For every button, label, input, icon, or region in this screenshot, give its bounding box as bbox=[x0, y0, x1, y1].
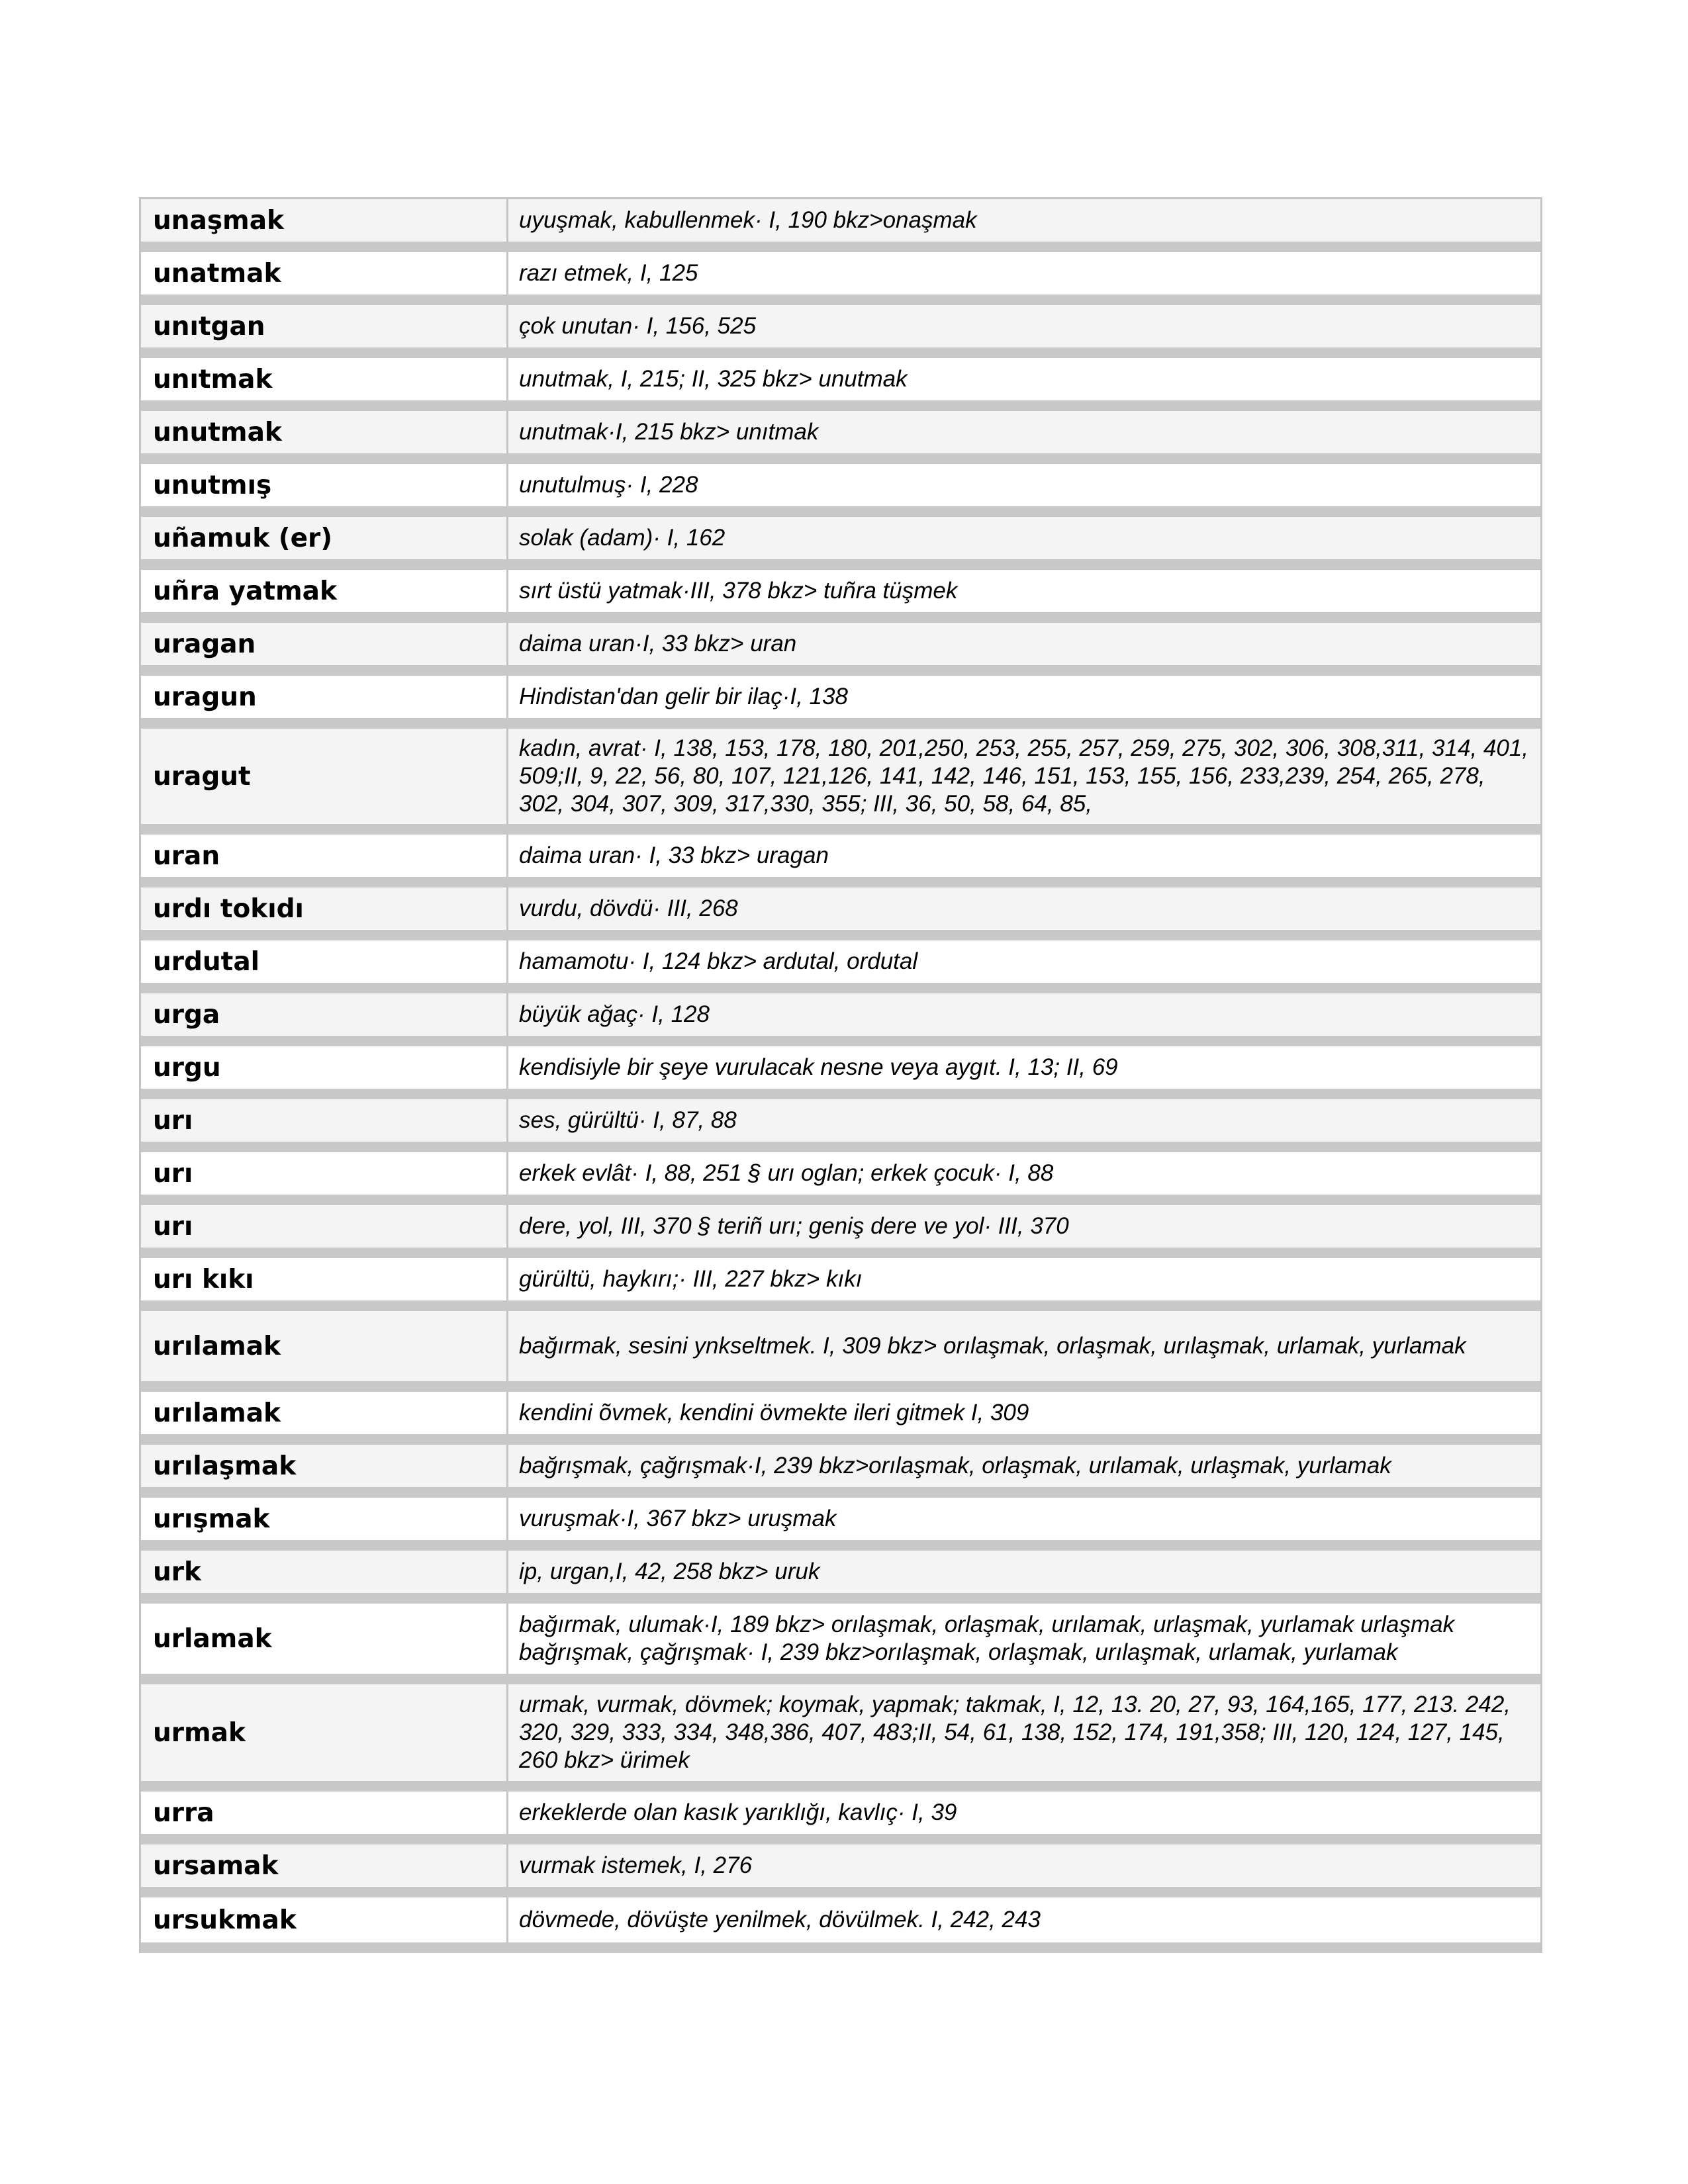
table-row bbox=[141, 1897, 1540, 1953]
entry-definition bbox=[508, 1099, 1540, 1142]
entry-definition bbox=[508, 940, 1540, 983]
entry-term: urı kıkı bbox=[141, 1258, 508, 1300]
entry-definition bbox=[508, 517, 1540, 559]
table-row bbox=[141, 305, 1540, 358]
table-row bbox=[141, 729, 1540, 835]
table-row bbox=[141, 676, 1540, 729]
entry-term: unutmış bbox=[141, 464, 508, 506]
table-row bbox=[141, 517, 1540, 570]
entry-definition bbox=[508, 1311, 1540, 1381]
entry-definition bbox=[508, 1046, 1540, 1089]
entry-definition bbox=[508, 623, 1540, 665]
entry-definition bbox=[508, 1258, 1540, 1300]
entry-definition-text: dövmede, dövüşte yenilmek, dövülmek. I, 242, 243 bbox=[519, 1907, 1041, 1933]
entry-definition bbox=[508, 1792, 1540, 1834]
entry-definition-text: sırt üstü yatmak·III, 378 bkz> tuñra tüşmek bbox=[519, 578, 958, 604]
table-row bbox=[141, 1311, 1540, 1392]
entry-definition-text: Hindistan'dan gelir bir ilaç·I, 138 bbox=[519, 684, 848, 709]
entry-term: uñamuk (er) bbox=[141, 517, 508, 559]
entry-term: unıtgan bbox=[141, 305, 508, 347]
entry-term: uñra yatmak bbox=[141, 570, 508, 612]
table-row bbox=[141, 940, 1540, 993]
entry-definition-text: bağırmak, ulumak·I, 189 bkz> orılaşmak, orlaşmak, urılamak, urlaşmak, yurlamak urlaşmak bağrışmak, çağrışmak· I, 239 bkz>orılaşmak, orlaşmak, urılaşmak, urlamak, yurlamak bbox=[519, 1612, 1455, 1665]
entry-definition-text: büyük ağaç· I, 128 bbox=[519, 1001, 710, 1027]
table-row bbox=[141, 1205, 1540, 1258]
entry-definition-text: unutmak·I, 215 bkz> unıtmak bbox=[519, 419, 819, 445]
table-row bbox=[141, 1392, 1540, 1445]
entry-definition-text: vuruşmak·I, 367 bkz> uruşmak bbox=[519, 1506, 837, 1531]
table-row bbox=[141, 570, 1540, 623]
table-row bbox=[141, 1551, 1540, 1604]
entry-term: urra bbox=[141, 1792, 508, 1834]
entry-definition-text: hamamotu· I, 124 bkz> ardutal, ordutal bbox=[519, 948, 918, 974]
entry-definition bbox=[508, 1844, 1540, 1887]
entry-definition-text: vurdu, dövdü· III, 268 bbox=[519, 895, 738, 921]
entry-term: urk bbox=[141, 1551, 508, 1593]
entry-term: urdutal bbox=[141, 940, 508, 983]
entry-term: unutmak bbox=[141, 411, 508, 453]
entry-definition-text: daima uran· I, 33 bkz> uragan bbox=[519, 842, 829, 868]
entry-definition-text: erkeklerde olan kasık yarıklığı, kavlıç· I, 39 bbox=[519, 1799, 957, 1825]
entry-definition-text: vurmak istemek, I, 276 bbox=[519, 1852, 753, 1878]
entry-term: urı bbox=[141, 1205, 508, 1248]
entry-definition-text: kadın, avrat· I, 138, 153, 178, 180, 201,250, 253, 255, 257, 259, 275, 302, 306, 308,311, 314, 401, 509;II, 9, 22, 56, 80, 107, 121,126, 141, 142, 146, 151, 153, 155, 156, 233,239, 254, 265, 278, 302, 304, 307, 309, 317,330, 355; III, 36, 50, 58, 64, 85, bbox=[519, 735, 1529, 817]
entry-definition-text: urmak, vurmak, dövmek; koymak, yapmak; takmak, I, 12, 13. 20, 27, 93, 164,165, 177, 213. 242, 320, 329, 333, 334, 348,386, 407, 483;II, 54, 61, 138, 152, 174, 191,358; III, 120, 124, 127, 145, 260 bkz> ürimek bbox=[519, 1692, 1511, 1773]
entry-term: unatmak bbox=[141, 252, 508, 295]
entry-definition bbox=[508, 305, 1540, 347]
entry-definition bbox=[508, 1604, 1540, 1674]
table-row bbox=[141, 1792, 1540, 1844]
entry-term: urı bbox=[141, 1152, 508, 1195]
entry-term: urdı tokıdı bbox=[141, 887, 508, 930]
entry-definition bbox=[508, 1684, 1540, 1781]
entry-definition bbox=[508, 411, 1540, 453]
entry-term: urlamak bbox=[141, 1604, 508, 1674]
entry-definition-text: razı etmek, I, 125 bbox=[519, 260, 698, 286]
table-row bbox=[141, 835, 1540, 887]
entry-term: uragut bbox=[141, 729, 508, 824]
entry-definition bbox=[508, 993, 1540, 1036]
entry-definition bbox=[508, 835, 1540, 877]
table-row bbox=[141, 1046, 1540, 1099]
table-row bbox=[141, 623, 1540, 676]
entry-term: urga bbox=[141, 993, 508, 1036]
entry-term: ursukmak bbox=[141, 1897, 508, 1942]
entry-definition bbox=[508, 1392, 1540, 1434]
table-row bbox=[141, 1604, 1540, 1684]
entry-definition bbox=[508, 1551, 1540, 1593]
table-row bbox=[141, 358, 1540, 411]
entry-term: urı bbox=[141, 1099, 508, 1142]
entry-definition bbox=[508, 199, 1540, 242]
table-row bbox=[141, 464, 1540, 517]
entry-term: ursamak bbox=[141, 1844, 508, 1887]
table-row bbox=[141, 1152, 1540, 1205]
entry-definition bbox=[508, 358, 1540, 400]
entry-definition bbox=[508, 252, 1540, 295]
entry-term: uragun bbox=[141, 676, 508, 718]
entry-definition bbox=[508, 464, 1540, 506]
entry-definition-text: gürültü, haykırı;· III, 227 bkz> kıkı bbox=[519, 1266, 863, 1292]
entry-definition bbox=[508, 1498, 1540, 1540]
table-row bbox=[141, 1844, 1540, 1897]
entry-definition bbox=[508, 1205, 1540, 1248]
entry-definition bbox=[508, 1897, 1540, 1942]
entry-term: unıtmak bbox=[141, 358, 508, 400]
entry-definition-text: uyuşmak, kabullenmek· I, 190 bkz>onaşmak bbox=[519, 207, 977, 233]
entry-definition-text: kendisiyle bir şeye vurulacak nesne veya aygıt. I, 13; II, 69 bbox=[519, 1054, 1118, 1080]
entry-definition-text: bağırmak, sesini ynkseltmek. I, 309 bkz> orılaşmak, orlaşmak, urılaşmak, urlamak, yurlamak bbox=[519, 1333, 1466, 1359]
entry-term: uragan bbox=[141, 623, 508, 665]
table-row bbox=[141, 1099, 1540, 1152]
entry-definition-text: unutulmuş· I, 228 bbox=[519, 472, 698, 498]
entry-term: urılaşmak bbox=[141, 1445, 508, 1487]
table-row bbox=[141, 252, 1540, 305]
table-row bbox=[141, 887, 1540, 940]
table-row bbox=[141, 1445, 1540, 1498]
entry-term: urılamak bbox=[141, 1311, 508, 1381]
entry-term: uran bbox=[141, 835, 508, 877]
entry-definition bbox=[508, 1152, 1540, 1195]
entry-definition-text: ses, gürültü· I, 87, 88 bbox=[519, 1107, 737, 1133]
entry-definition-text: erkek evlât· I, 88, 251 § urı oglan; erkek çocuk· I, 88 bbox=[519, 1160, 1054, 1186]
entry-definition bbox=[508, 1445, 1540, 1487]
entry-definition bbox=[508, 729, 1540, 824]
entry-definition-text: ip, urgan,I, 42, 258 bkz> uruk bbox=[519, 1559, 820, 1584]
table-row bbox=[141, 1498, 1540, 1551]
table-row bbox=[141, 411, 1540, 464]
entry-definition-text: çok unutan· I, 156, 525 bbox=[519, 313, 757, 339]
entry-definition-text: unutmak, I, 215; II, 325 bkz> unutmak bbox=[519, 366, 908, 392]
entry-term: urışmak bbox=[141, 1498, 508, 1540]
table-row bbox=[141, 1684, 1540, 1792]
entry-term: urılamak bbox=[141, 1392, 508, 1434]
entry-term: unaşmak bbox=[141, 199, 508, 242]
entry-definition-text: daima uran·I, 33 bkz> uran bbox=[519, 631, 797, 657]
dictionary-table bbox=[139, 197, 1542, 1953]
entry-definition bbox=[508, 570, 1540, 612]
entry-definition bbox=[508, 676, 1540, 718]
table-row bbox=[141, 199, 1540, 252]
entry-definition-text: dere, yol, III, 370 § teriñ urı; geniş dere ve yol· III, 370 bbox=[519, 1213, 1069, 1239]
entry-definition-text: bağrışmak, çağrışmak·I, 239 bkz>orılaşmak, orlaşmak, urılamak, urlaşmak, yurlamak bbox=[519, 1453, 1391, 1479]
entry-definition bbox=[508, 887, 1540, 930]
table-row bbox=[141, 1258, 1540, 1311]
table-row bbox=[141, 993, 1540, 1046]
entry-definition-text: kendini õvmek, kendini övmekte ileri gitmek I, 309 bbox=[519, 1400, 1029, 1426]
entry-definition-text: solak (adam)· I, 162 bbox=[519, 525, 726, 551]
entry-term: urmak bbox=[141, 1684, 508, 1781]
entry-term: urgu bbox=[141, 1046, 508, 1089]
